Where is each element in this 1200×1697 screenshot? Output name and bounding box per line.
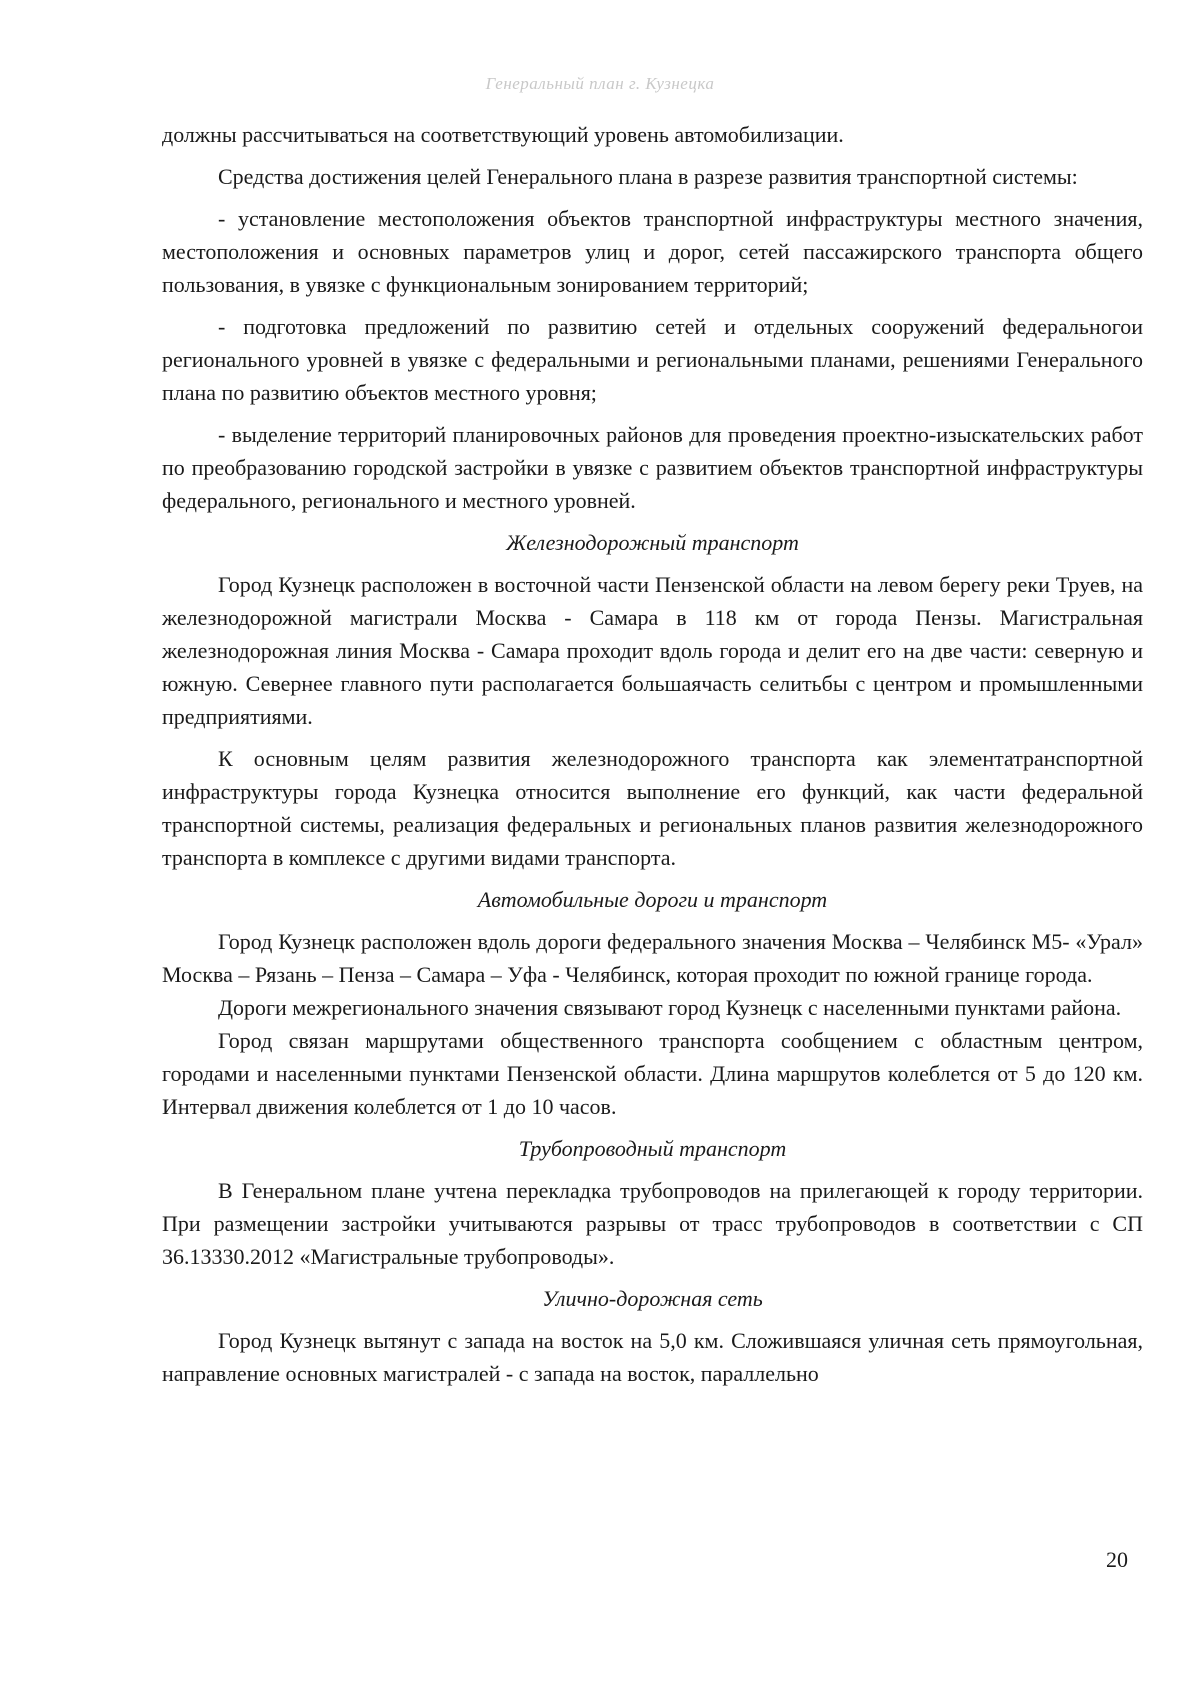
- paragraph: К основным целям развития железнодорожного транспорта как элементатранспортной инфраструктуры города Кузнецка относится выполнение его функций, как части федеральной транспортной системы, реализация федеральных и региональных планов развития железнодорожного транспорта в комплексе с другими видами транспорта.: [162, 746, 1143, 870]
- section-heading-rail: Железнодорожный транспорт: [506, 530, 799, 555]
- paragraph: Город Кузнецк расположен вдоль дороги федерального значения Москва – Челябинск М5- «Урал» Москва – Рязань – Пенза – Самара – Уфа - Челябинск, которая проходит по южной границе города.: [162, 929, 1143, 987]
- list-item: - установление местоположения объектов транспортной инфраструктуры местного значения, местоположения и основных параметров улиц и дорог, сетей пассажирского транспорта общего пользования, в увязке с функциональным зонированием территорий;: [162, 206, 1143, 297]
- section-heading-pipeline: Трубопроводный транспорт: [518, 1136, 787, 1161]
- list-item: - выделение территорий планировочных районов для проведения проектно-изыскательских работ по преобразованию городской застройки в увязке с развитием объектов транспортной инфраструктуры федерального, регионального и местного уровней.: [162, 422, 1143, 513]
- section-heading-auto: Автомобильные дороги и транспорт: [477, 887, 828, 912]
- paragraph: должны рассчитываться на соответствующий уровень автомобилизации.: [162, 122, 844, 147]
- paragraph: Город Кузнецк вытянут с запада на восток на 5,0 км. Сложившаяся уличная сеть прямоугольная, направление основных магистралей - с запада на восток, параллельно: [162, 1328, 1143, 1386]
- list-item: - подготовка предложений по развитию сетей и отдельных сооружений федеральногои регионального уровней в увязке с федеральными и региональными планами, решениями Генерального плана по развитию объектов местного уровня;: [162, 314, 1143, 405]
- running-header: Генеральный план г. Кузнецка: [485, 74, 715, 93]
- paragraph: Дороги межрегионального значения связывают город Кузнецк с населенными пунктами района.: [218, 995, 1122, 1020]
- page-number: 20: [1106, 1547, 1128, 1572]
- paragraph: Средства достижения целей Генерального плана в разрезе развития транспортной системы:: [218, 164, 1078, 189]
- paragraph: В Генеральном плане учтена перекладка трубопроводов на прилегающей к городу территории. При размещении застройки учитываются разрывы от трасс трубопроводов в соответствии с СП 36.13330.2012 «Магистральные трубопроводы».: [162, 1178, 1143, 1269]
- paragraph: Город Кузнецк расположен в восточной части Пензенской области на левом берегу реки Труев, на железнодорожной магистрали Москва - Самара в 118 км от города Пензы. Магистральная железнодорожная линия Москва - Самара проходит вдоль города и делит его на две части: северную и южную. Севернее главного пути располагается большаячасть селитьбы с центром и промышленными предприятиями.: [162, 572, 1143, 729]
- paragraph: Город связан маршрутами общественного транспорта сообщением с областным центром, городами и населенными пунктами Пензенской области. Длина маршрутов колеблется от 5 до 120 км. Интервал движения колеблется от 1 до 10 часов.: [162, 1028, 1143, 1119]
- section-heading-streets: Улично-дорожная сеть: [542, 1286, 763, 1311]
- document-body: [162, 118, 1143, 1399]
